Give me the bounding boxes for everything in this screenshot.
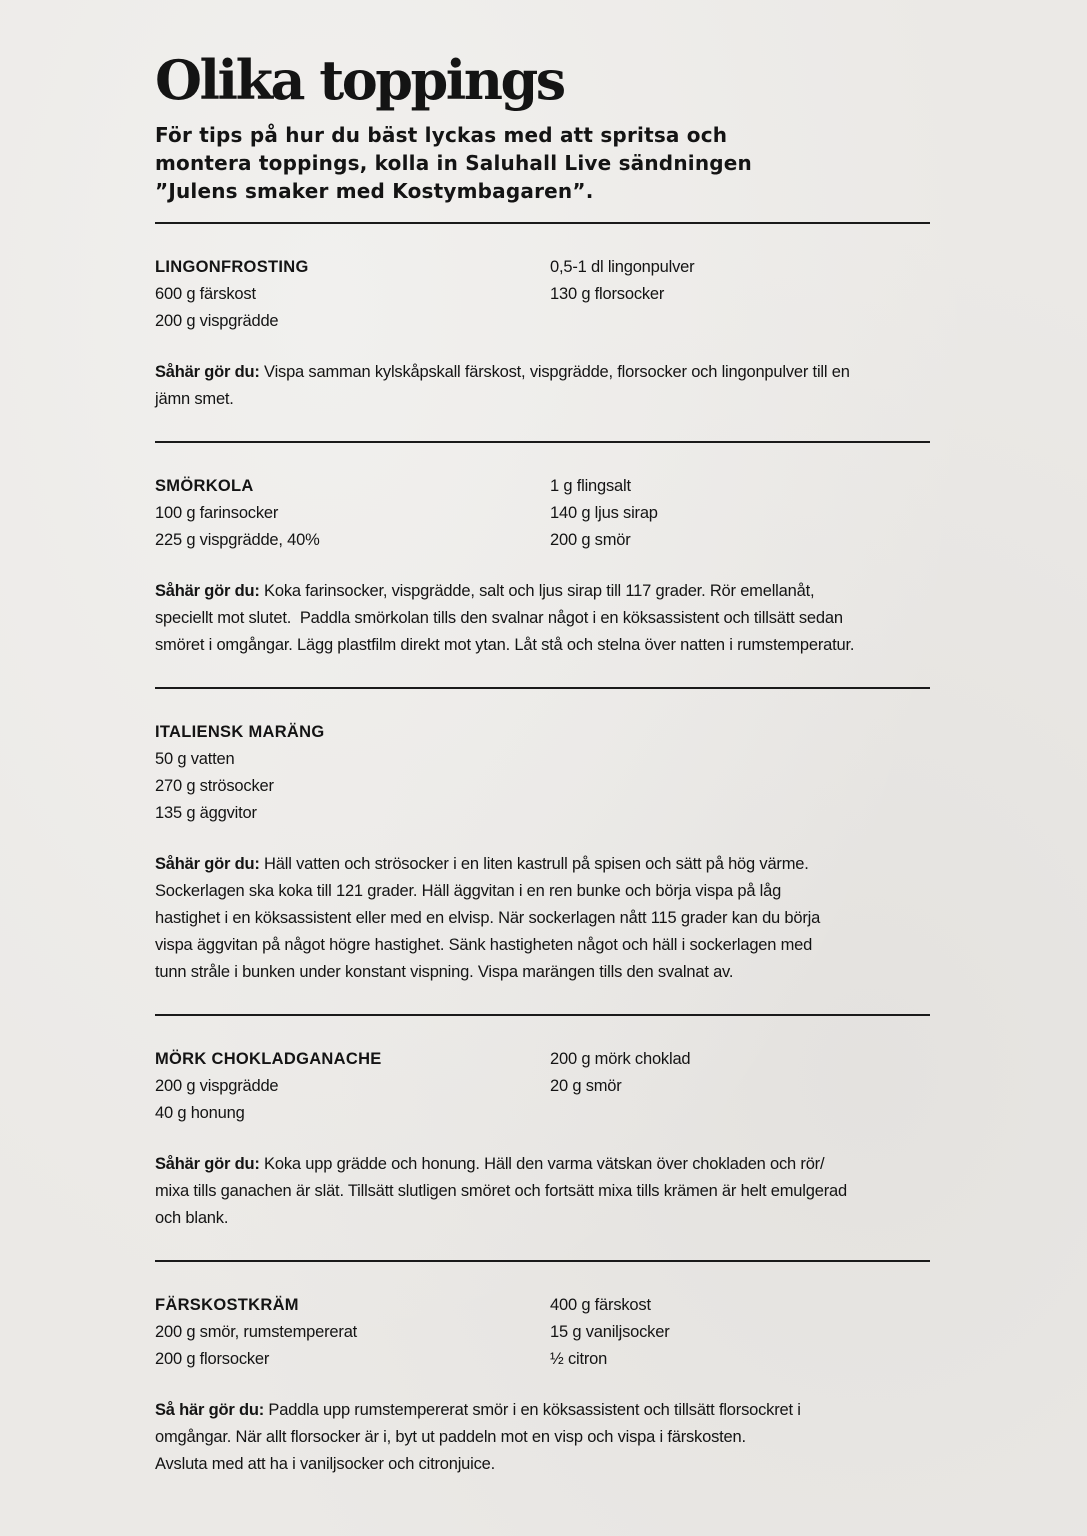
- ingredient: 200 g florsocker: [155, 1350, 270, 1368]
- method-text: Sockerlagen ska koka till 121 grader. Häll äggvitan i en ren bunke och börja vispa på låg: [155, 882, 782, 900]
- method-line: [155, 1178, 930, 1205]
- subtitle-line: För tips på hur du bäst lyckas med att spritsa och: [155, 123, 728, 147]
- ingredients-right: [550, 473, 930, 554]
- method-text: smöret i omgångar. Lägg plastfilm direkt mot ytan. Låt stå och stelna över natten i rumstemperatur.: [155, 636, 855, 654]
- method: [155, 1397, 930, 1478]
- ingredients-right: [550, 719, 930, 827]
- method-line: [155, 605, 930, 632]
- method-line: [155, 1205, 930, 1232]
- ingredient: 200 g mörk choklad: [550, 1050, 691, 1068]
- method-text: Paddla upp rumstempererat smör i en köksassistent och tillsätt florsockret i: [264, 1401, 801, 1419]
- ingredient: 600 g färskost: [155, 285, 256, 303]
- ingredient: 15 g vaniljsocker: [550, 1323, 670, 1341]
- ingredient: 1 g flingsalt: [550, 477, 631, 495]
- recipe-heading: SMÖRKOLA: [155, 477, 254, 495]
- method-text: vispa äggvitan på något högre hastighet. Sänk hastigheten något och häll i sockerlagen med: [155, 936, 813, 954]
- method-line: [155, 851, 930, 878]
- method: [155, 578, 930, 659]
- method-line: [155, 359, 930, 386]
- method-text: Avsluta med att ha i vaniljsocker och citronjuice.: [155, 1455, 496, 1473]
- ingredients-right: [550, 254, 930, 335]
- ingredients-right: [550, 1046, 930, 1127]
- ingredient: 100 g farinsocker: [155, 504, 279, 522]
- method-text: jämn smet.: [155, 390, 234, 408]
- ingredient: 40 g honung: [155, 1104, 245, 1122]
- method-text: omgångar. När allt florsocker är i, byt ut paddeln mot en visp och vispa i färskosten.: [155, 1428, 746, 1446]
- ingredients-right: [550, 1292, 930, 1373]
- method-line: [155, 578, 930, 605]
- method-text: hastighet i en köksassistent eller med en elvisp. När sockerlagen nått 115 grader kan du börja: [155, 909, 821, 927]
- ingredients-left: [155, 473, 550, 554]
- method-label: Så här gör du:: [155, 1401, 265, 1419]
- method-line: [155, 1397, 930, 1424]
- recipe-section: [155, 1262, 930, 1506]
- ingredient: 135 g äggvitor: [155, 804, 257, 822]
- ingredient: 200 g vispgrädde: [155, 1077, 279, 1095]
- method-text: speciellt mot slutet. Paddla smörkolan tills den svalnar något i en köksassistent och tillsätt sedan: [155, 609, 843, 627]
- recipe-section: [155, 224, 930, 441]
- recipe-sections: [155, 222, 930, 1506]
- ingredient: 130 g florsocker: [550, 285, 665, 303]
- subtitle: [155, 121, 752, 205]
- method-text: Vispa samman kylskåpskall färskost, vispgrädde, florsocker och lingonpulver till en: [259, 363, 850, 381]
- ingredient: 0,5-1 dl lingonpulver: [550, 258, 695, 276]
- ingredients-left: [155, 1046, 550, 1127]
- ingredient: 225 g vispgrädde, 40%: [155, 531, 320, 549]
- ingredient: 50 g vatten: [155, 750, 235, 768]
- method-line: [155, 1151, 930, 1178]
- recipe-section: [155, 443, 930, 687]
- method-line: [155, 878, 930, 905]
- recipe-heading: LINGONFROSTING: [155, 258, 309, 276]
- method-line: [155, 1424, 930, 1451]
- recipe-section: [155, 689, 930, 1014]
- ingredient: 140 g ljus sirap: [550, 504, 658, 522]
- method-line: [155, 959, 930, 986]
- subtitle-line: montera toppings, kolla in Saluhall Live sändningen: [155, 151, 752, 175]
- ingredient: 20 g smör: [550, 1077, 622, 1095]
- ingredient: 200 g smör, rumstempererat: [155, 1323, 358, 1341]
- recipe-heading: FÄRSKOSTKRÄM: [155, 1296, 299, 1314]
- method-text: Koka upp grädde och honung. Häll den varma vätskan över chokladen och rör/: [259, 1155, 825, 1173]
- ingredient: 200 g vispgrädde: [155, 312, 279, 330]
- ingredients-left: [155, 719, 550, 827]
- method-label: Såhär gör du:: [155, 855, 260, 873]
- method-label: Såhär gör du:: [155, 1155, 260, 1173]
- recipe-heading: MÖRK CHOKLADGANACHE: [155, 1050, 382, 1068]
- method-line: [155, 932, 930, 959]
- method-text: Häll vatten och strösocker i en liten kastrull på spisen och sätt på hög värme.: [259, 855, 809, 873]
- method-line: [155, 386, 930, 413]
- recipe-section: [155, 1016, 930, 1260]
- method: [155, 359, 930, 413]
- method-line: [155, 905, 930, 932]
- method-text: tunn stråle i bunken under konstant vispning. Vispa marängen tills den svalnat av.: [155, 963, 734, 981]
- ingredient: ½ citron: [550, 1350, 608, 1368]
- method-label: Såhär gör du:: [155, 582, 260, 600]
- ingredient: 400 g färskost: [550, 1296, 651, 1314]
- ingredients-left: [155, 1292, 550, 1373]
- page-title: Olika toppings: [155, 48, 564, 112]
- method-text: mixa tills ganachen är slät. Tillsätt slutligen smöret och fortsätt mixa tills krämen är helt emulgerad: [155, 1182, 847, 1200]
- method-line: [155, 632, 930, 659]
- ingredient: 270 g strösocker: [155, 777, 274, 795]
- subtitle-line: ”Julens smaker med Kostymbagaren”.: [155, 179, 594, 203]
- method: [155, 851, 930, 986]
- method-line: [155, 1451, 930, 1478]
- method: [155, 1151, 930, 1232]
- method-text: och blank.: [155, 1209, 229, 1227]
- ingredient: 200 g smör: [550, 531, 631, 549]
- ingredients-left: [155, 254, 550, 335]
- recipe-heading: ITALIENSK MARÄNG: [155, 723, 325, 741]
- method-text: Koka farinsocker, vispgrädde, salt och ljus sirap till 117 grader. Rör emellanåt,: [259, 582, 815, 600]
- method-label: Såhär gör du:: [155, 363, 260, 381]
